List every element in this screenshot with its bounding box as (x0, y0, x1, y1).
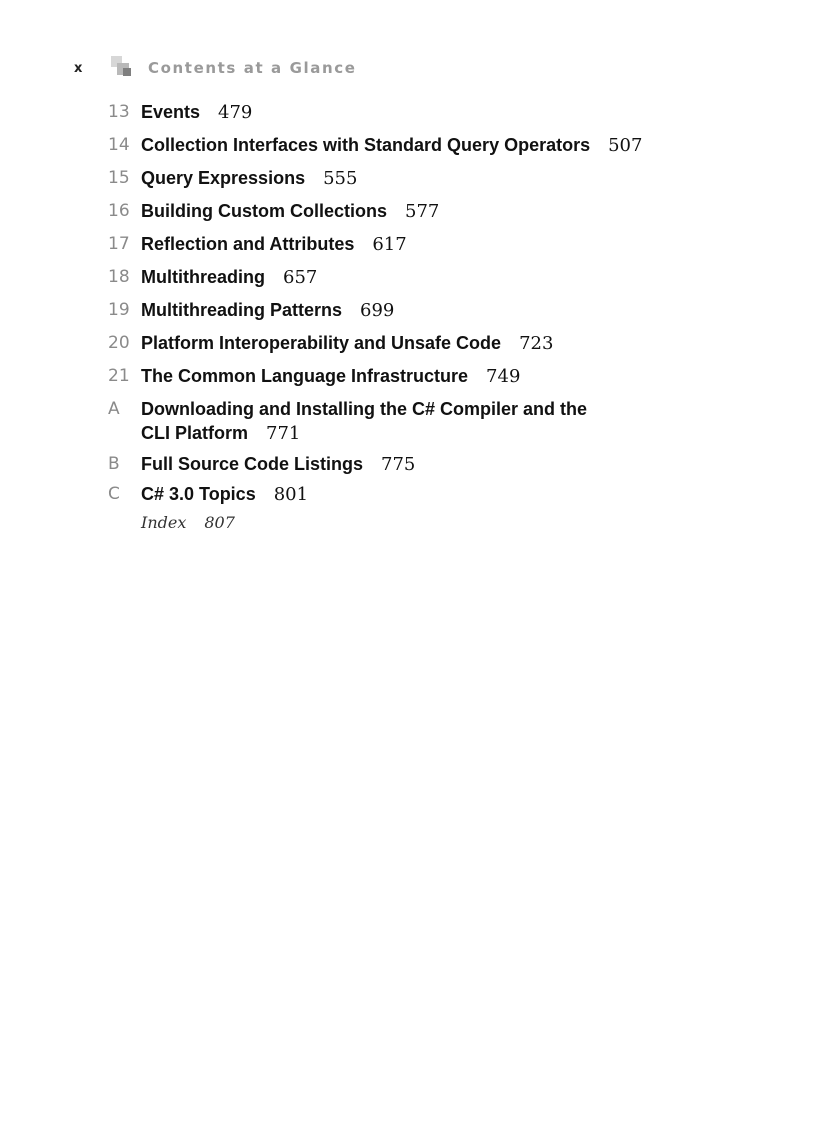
toc-entry-13[interactable] (108, 100, 748, 133)
entry-title: C# 3.0 Topics (141, 484, 256, 504)
entry-number: C (108, 484, 120, 504)
entry-number: 13 (108, 102, 130, 122)
toc-entry-a[interactable] (108, 397, 748, 452)
entry-page: 577 (405, 201, 440, 222)
entry-page: 749 (486, 366, 521, 387)
glance-squares-icon (108, 56, 134, 80)
toc-entry-16[interactable] (108, 199, 748, 232)
entry-number: 18 (108, 267, 130, 287)
entry-number: 19 (108, 300, 130, 320)
entry-title: The Common Language Infrastructure (141, 366, 469, 386)
entry-title: Query Expressions (141, 168, 306, 188)
entry-number: 17 (108, 234, 130, 254)
toc-entry-15[interactable] (108, 166, 748, 199)
toc-entry-21[interactable] (108, 364, 748, 397)
entry-title: Multithreading Patterns (141, 300, 343, 320)
entry-title: Downloading and Installing the C# Compiler and the (141, 399, 588, 419)
entry-number: 14 (108, 135, 130, 155)
entry-title: Full Source Code Listings (141, 454, 364, 474)
entry-title: Events (141, 102, 201, 122)
table-of-contents (108, 100, 748, 534)
entry-title-line2: CLI Platform (141, 423, 249, 443)
entry-page: 771 (266, 423, 301, 444)
index-label: Index (141, 513, 187, 532)
entry-title: Reflection and Attributes (141, 234, 355, 254)
index-page: 807 (204, 513, 235, 532)
running-header (74, 56, 674, 80)
header-title: Contents at a Glance (148, 59, 357, 77)
entry-number: 20 (108, 333, 130, 353)
entry-number: B (108, 454, 120, 474)
entry-page: 507 (608, 135, 643, 156)
entry-page: 479 (218, 102, 253, 123)
entry-title: Platform Interoperability and Unsafe Code (141, 333, 502, 353)
toc-entry-20[interactable] (108, 331, 748, 364)
entry-number: A (108, 399, 120, 419)
entry-page: 699 (360, 300, 395, 321)
entry-title: Collection Interfaces with Standard Query Operators (141, 135, 591, 155)
entry-title: Multithreading (141, 267, 265, 287)
toc-entry-18[interactable] (108, 265, 748, 298)
entry-page: 555 (323, 168, 358, 189)
toc-entry-c[interactable] (108, 482, 748, 512)
toc-entry-b[interactable] (108, 452, 748, 482)
toc-entry-index[interactable] (141, 512, 748, 534)
entry-page: 723 (519, 333, 554, 354)
toc-entry-17[interactable] (108, 232, 748, 265)
entry-number: 15 (108, 168, 130, 188)
entry-number: 16 (108, 201, 130, 221)
entry-page: 801 (273, 484, 309, 505)
entry-title: Building Custom Collections (141, 201, 387, 221)
toc-entry-19[interactable] (108, 298, 748, 331)
entry-number: 21 (108, 366, 130, 386)
toc-entry-14[interactable] (108, 133, 748, 166)
page-number: x (74, 60, 83, 76)
entry-page: 657 (283, 267, 318, 288)
entry-page: 617 (372, 234, 407, 255)
entry-page: 775 (381, 454, 416, 475)
